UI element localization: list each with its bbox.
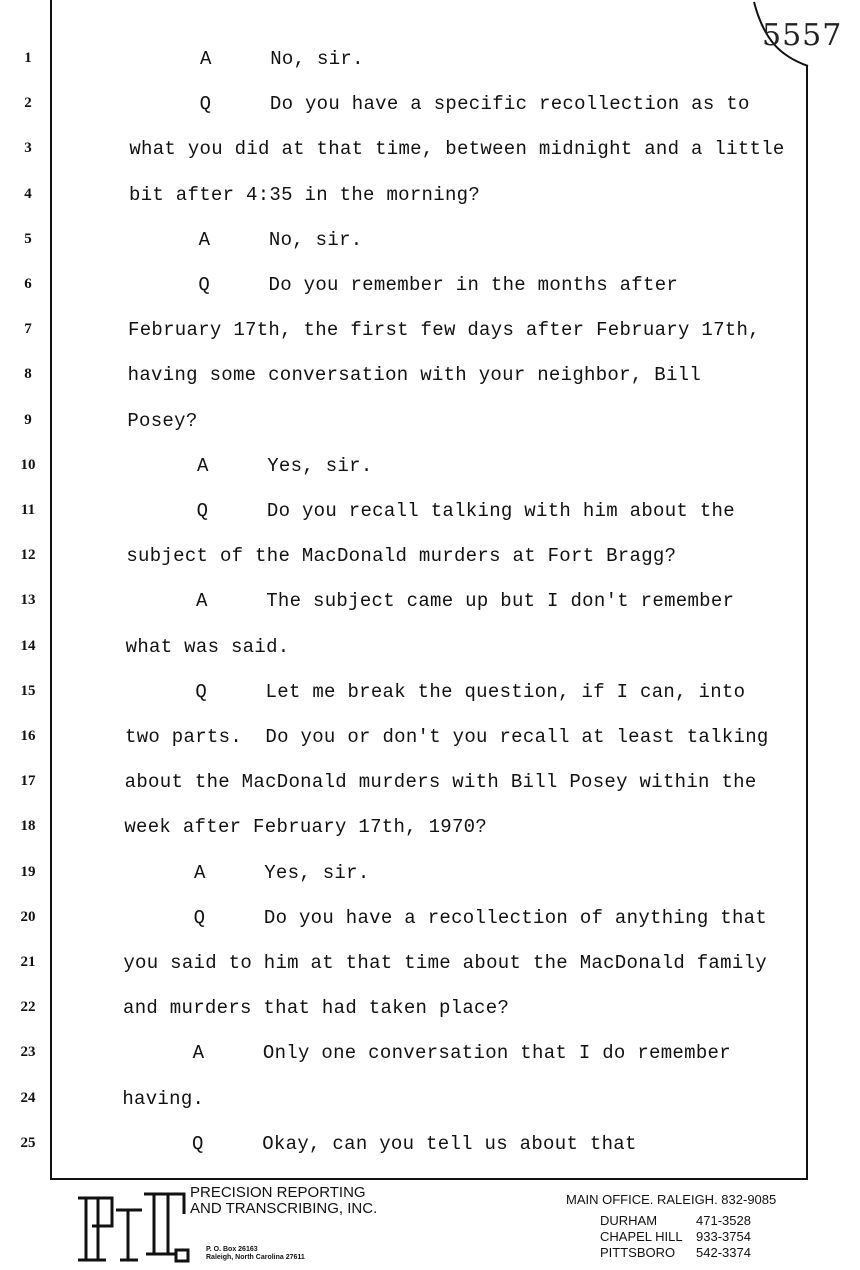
line-number: 2 (24, 95, 32, 112)
line-number: 6 (24, 276, 32, 292)
transcript-line: subject of the MacDonald murders at Fort Bragg? (126, 545, 677, 568)
qa-line: A No, sir. (198, 228, 363, 251)
line-number: 19 (20, 863, 36, 880)
line-number: 3 (24, 140, 32, 157)
page-number: 5557 (762, 18, 843, 53)
transcript-line: February 17th, the first few days after February 17th, (128, 319, 760, 342)
office-city: DURHAM (600, 1213, 658, 1228)
transcript-line: you said to him at that time about the MacDonald family (123, 952, 767, 974)
line-number: 12 (20, 547, 36, 564)
transcript-line: two parts. Do you or don't you recall at least talking (125, 726, 769, 748)
qa-line: Q Do you have a recollection of anything that (193, 906, 768, 929)
line-number: 16 (20, 728, 36, 744)
footer (0, 1180, 860, 1270)
office-pittsboro (600, 1245, 751, 1260)
line-number: 9 (24, 411, 32, 428)
qa-line: Q Okay, can you tell us about that (192, 1132, 637, 1155)
line-number: 18 (20, 818, 36, 835)
line-number: 7 (24, 321, 32, 338)
qa-line: A No, sir. (200, 48, 364, 70)
office-phone: 933-3754 (696, 1229, 751, 1244)
qa-line: Q Do you remember in the months after (198, 274, 679, 296)
left-border-line (50, 0, 52, 1180)
office-phone: 542-3374 (696, 1245, 751, 1260)
office-chapel-hill (600, 1229, 751, 1244)
company-name-line1: PRECISION REPORTING (190, 1184, 366, 1201)
line-number: 5 (24, 230, 32, 247)
line-number: 23 (20, 1044, 36, 1061)
line-number: 14 (20, 637, 36, 654)
main-office: MAIN OFFICE. RALEIGH. 832-9085 (566, 1192, 777, 1207)
qa-line: A The subject came up but I don't remember (196, 590, 735, 613)
company-address (206, 1246, 305, 1262)
line-number: 11 (20, 502, 36, 518)
line-number: 1 (24, 50, 32, 66)
office-durham (600, 1213, 751, 1228)
line-number: 4 (24, 185, 32, 202)
line-number: 22 (20, 999, 36, 1016)
qa-line: A Yes, sir. (194, 861, 370, 884)
qa-line: Q Do you recall talking with him about the (196, 500, 735, 522)
right-border-line (806, 66, 808, 1180)
transcript-line: about the MacDonald murders with Bill Posey within the (124, 771, 757, 794)
qa-line: A Yes, sir. (197, 454, 373, 477)
line-number: 24 (20, 1089, 36, 1106)
transcript-line: and murders that had taken place? (123, 997, 510, 1020)
office-phone: 471-3528 (696, 1213, 751, 1228)
transcript-line: week after February 17th, 1970? (124, 816, 488, 839)
transcript-line: what was said. (125, 635, 290, 658)
line-number: 25 (20, 1134, 36, 1151)
line-number: 10 (20, 456, 36, 473)
transcript-line: bit after 4:35 in the morning? (129, 183, 481, 206)
transcript-line: Posey? (127, 409, 198, 432)
office-city: PITTSBORO (600, 1245, 676, 1260)
line-number: 17 (20, 773, 36, 790)
line-number: 15 (20, 682, 36, 699)
qa-line: Q Let me break the question, if I can, into (195, 680, 746, 703)
transcript-line: what you did at that time, between midnight and a little (129, 138, 785, 161)
company-logo-icon (72, 1188, 192, 1264)
line-number: 21 (20, 954, 36, 970)
line-number: 8 (24, 366, 32, 383)
transcript-line: having. (122, 1087, 205, 1110)
company-name-line2: AND TRANSCRIBING, INC. (190, 1200, 378, 1217)
address-line1: P. O. Box 26163 (206, 1246, 258, 1253)
address-line2: Raleigh, North Carolina 27611 (206, 1254, 305, 1261)
qa-line: Q Do you have a specific recollection as to (199, 93, 750, 116)
line-number: 20 (20, 908, 36, 925)
qa-line: A Only one conversation that I do remember (192, 1042, 731, 1065)
line-number: 13 (20, 592, 36, 609)
transcript-line: having some conversation with your neighbor, Bill (127, 364, 702, 387)
office-city: CHAPEL HILL (600, 1229, 683, 1244)
company-name (190, 1185, 377, 1217)
